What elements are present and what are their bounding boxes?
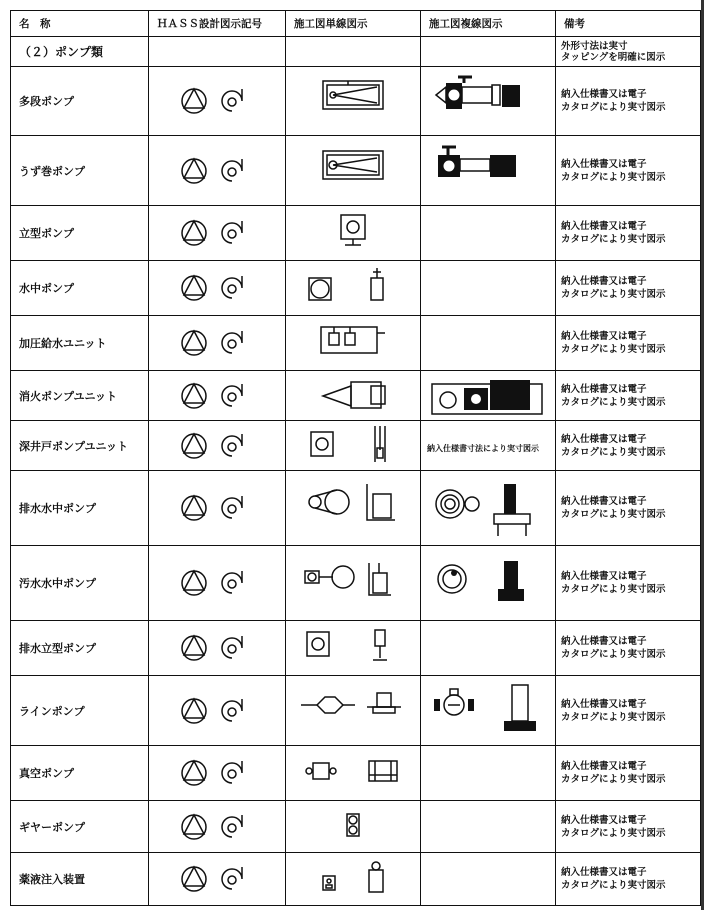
pump-name: 多段ポンプ (11, 67, 149, 136)
volute-casing-icon (222, 434, 242, 456)
volute-casing-icon (222, 159, 242, 181)
pump-row (11, 316, 701, 371)
hass-symbol (149, 371, 286, 421)
pump-row (11, 621, 701, 676)
remark: 納入仕様書又は電子 カタログにより実寸図示 (556, 471, 701, 546)
hass-symbol (149, 621, 286, 676)
pump-circle-triangle-icon (182, 276, 206, 300)
vacuum-pump-drawing (293, 749, 413, 798)
volute-casing-icon (222, 699, 242, 721)
remark: 納入仕様書又は電子 カタログにより実寸図示 (556, 621, 701, 676)
double-line-drawing (421, 67, 556, 136)
double-line-drawing (421, 371, 556, 421)
pump-name: 真空ポンプ (11, 746, 149, 801)
hass-symbol (149, 67, 286, 136)
single-line-drawing (286, 801, 421, 853)
volute-casing-icon (222, 384, 242, 406)
multistage-plan-drawing (293, 73, 413, 129)
double-line-drawing (421, 316, 556, 371)
remark: 納入仕様書又は電子 カタログにより実寸図示 (556, 676, 701, 746)
pump-name: 消火ポンプユニット (11, 371, 149, 421)
remark: 納入仕様書又は電子 カタログにより実寸図示 (556, 746, 701, 801)
single-line-drawing (286, 261, 421, 316)
deep-well-drawing (293, 424, 413, 468)
pump-circle-triangle-icon (182, 867, 206, 891)
pump-circle-triangle-icon (182, 221, 206, 245)
drain-submersible-drawing (293, 480, 413, 536)
pump-circle-triangle-icon (182, 815, 206, 839)
single-line-drawing (286, 67, 421, 136)
pump-circle-triangle-icon (182, 761, 206, 785)
hass-symbol (149, 261, 286, 316)
volute-casing-icon (222, 636, 242, 658)
header-hass: ＨＡＳＳ設計図示記号 (149, 11, 286, 37)
single-line-drawing (286, 316, 421, 371)
single-line-drawing (286, 746, 421, 801)
single-line-drawing (286, 621, 421, 676)
vertical-plan-drawing (293, 209, 413, 258)
chemical-injector-drawing (293, 856, 413, 903)
remark: 納入仕様書又は電子 カタログにより実寸図示 (556, 136, 701, 206)
pump-name: うず巻ポンプ (11, 136, 149, 206)
hass-symbol (149, 546, 286, 621)
pump-row (11, 261, 701, 316)
pump-row (11, 206, 701, 261)
volute-casing-icon (222, 496, 242, 518)
single-line-drawing (286, 421, 421, 471)
pump-circle-triangle-icon (182, 159, 206, 183)
pump-name: 排水水中ポンプ (11, 471, 149, 546)
hass-symbol (149, 676, 286, 746)
double-line-drawing (421, 746, 556, 801)
pump-circle-triangle-icon (182, 331, 206, 355)
volute-casing-icon (222, 867, 242, 889)
double-line-drawing (421, 853, 556, 906)
fire-pump-detail-drawing (428, 374, 548, 418)
pump-row (11, 746, 701, 801)
pump-name: ギヤーポンプ (11, 801, 149, 853)
pump-row (11, 136, 701, 206)
pump-name: 排水立型ポンプ (11, 621, 149, 676)
pump-row (11, 801, 701, 853)
volute-casing-icon (222, 571, 242, 593)
remark: 納入仕様書又は電子 カタログにより実寸図示 (556, 206, 701, 261)
header-name: 名 称 (11, 11, 149, 37)
remark: 納入仕様書又は電子 カタログにより実寸図示 (556, 421, 701, 471)
pump-circle-triangle-icon (182, 89, 206, 113)
pump-row (11, 421, 701, 471)
single-line-drawing (286, 546, 421, 621)
hass-symbol (149, 316, 286, 371)
hass-symbol (149, 421, 286, 471)
header-row (11, 11, 701, 37)
pump-name: 加圧給水ユニット (11, 316, 149, 371)
volute-casing-icon (222, 89, 242, 111)
pump-row (11, 546, 701, 621)
hass-symbol (149, 471, 286, 546)
pump-name: 立型ポンプ (11, 206, 149, 261)
hass-symbol (149, 746, 286, 801)
pump-circle-triangle-icon (182, 571, 206, 595)
pump-name: 薬液注入装置 (11, 853, 149, 906)
double-line-drawing (421, 421, 556, 471)
double-line-drawing (421, 206, 556, 261)
remark: 納入仕様書又は電子 カタログにより実寸図示 (556, 801, 701, 853)
volute-casing-icon (222, 331, 242, 353)
double-line-drawing (421, 676, 556, 746)
single-line-drawing (286, 853, 421, 906)
volute-casing-icon (222, 815, 242, 837)
pump-row (11, 676, 701, 746)
remark: 納入仕様書又は電子 カタログにより実寸図示 (556, 546, 701, 621)
pump-circle-triangle-icon (182, 636, 206, 660)
double-line-note: 納入仕様書寸法により実寸図示 (427, 444, 539, 453)
hass-symbol (149, 853, 286, 906)
volute-casing-icon (222, 761, 242, 783)
category-name: （２）ポンプ類 (11, 37, 149, 67)
remark: 納入仕様書又は電子 カタログにより実寸図示 (556, 316, 701, 371)
drain-vertical-drawing (293, 624, 413, 673)
pump-circle-triangle-icon (182, 384, 206, 408)
volute-detail-drawing (428, 143, 548, 199)
single-line-drawing (286, 676, 421, 746)
pump-name: ラインポンプ (11, 676, 149, 746)
double-line-drawing (421, 471, 556, 546)
line-pump-drawing (293, 683, 413, 739)
multistage-detail-drawing (428, 73, 548, 129)
pump-circle-triangle-icon (182, 699, 206, 723)
single-line-drawing (286, 371, 421, 421)
double-line-drawing (421, 261, 556, 316)
double-line-drawing (421, 801, 556, 853)
volute-plan-drawing (293, 143, 413, 199)
pump-symbol-table (10, 10, 701, 906)
pump-row (11, 371, 701, 421)
line-pump-detail-drawing (428, 683, 548, 739)
fire-pump-plan-drawing (293, 374, 413, 418)
pump-row (11, 67, 701, 136)
booster-unit-drawing (293, 319, 413, 368)
submersible-drawing (293, 264, 413, 313)
double-line-drawing (421, 621, 556, 676)
single-line-drawing (286, 206, 421, 261)
header-single: 施工図単線図示 (286, 11, 421, 37)
remark: 納入仕様書又は電子 カタログにより実寸図示 (556, 371, 701, 421)
single-line-drawing (286, 471, 421, 546)
remark: 納入仕様書又は電子 カタログにより実寸図示 (556, 67, 701, 136)
drain-submersible-detail-drawing (428, 480, 548, 536)
volute-casing-icon (222, 276, 242, 298)
hass-symbol (149, 136, 286, 206)
remark: 納入仕様書又は電子 カタログにより実寸図示 (556, 261, 701, 316)
remark: 納入仕様書又は電子 カタログにより実寸図示 (556, 853, 701, 906)
pump-name: 水中ポンプ (11, 261, 149, 316)
double-line-drawing (421, 546, 556, 621)
pump-row (11, 853, 701, 906)
category-remark: 外形寸法は実寸 タッピングを明確に図示 (556, 37, 701, 67)
category-row (11, 37, 701, 67)
pump-row (11, 471, 701, 546)
header-remark: 備考 (556, 11, 701, 37)
volute-casing-icon (222, 221, 242, 243)
pump-name: 深井戸ポンプユニット (11, 421, 149, 471)
pump-circle-triangle-icon (182, 434, 206, 458)
hass-symbol (149, 206, 286, 261)
single-line-drawing (286, 136, 421, 206)
pump-circle-triangle-icon (182, 496, 206, 520)
hass-symbol (149, 801, 286, 853)
header-double: 施工図複線図示 (421, 11, 556, 37)
sewage-submersible-detail-drawing (428, 555, 548, 611)
double-line-drawing (421, 136, 556, 206)
pump-name: 汚水水中ポンプ (11, 546, 149, 621)
gear-pump-drawing (293, 804, 413, 850)
sewage-submersible-drawing (293, 555, 413, 611)
